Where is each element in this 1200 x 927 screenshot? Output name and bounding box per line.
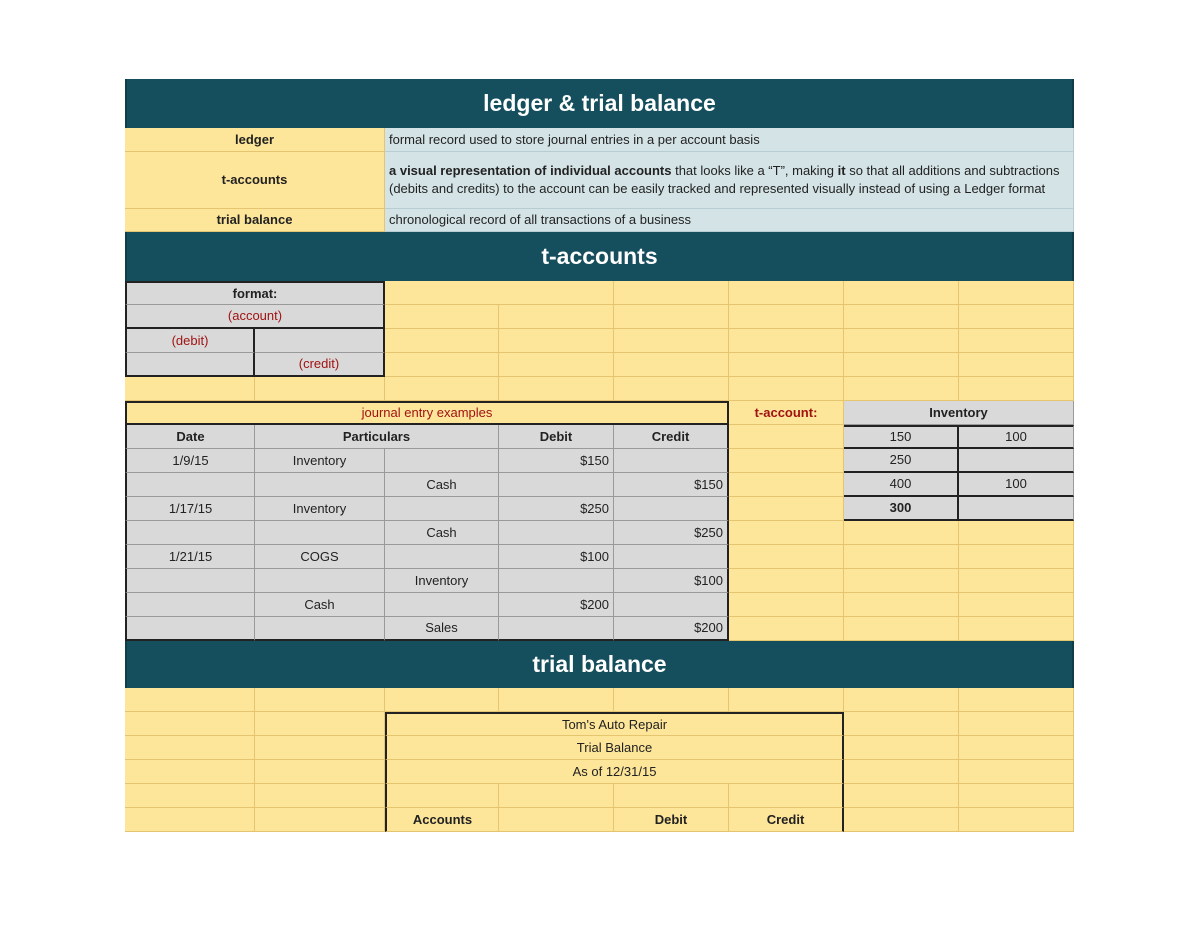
cell[interactable] xyxy=(959,617,1074,641)
cell[interactable] xyxy=(499,329,614,353)
cell[interactable] xyxy=(385,353,499,377)
definition-cell[interactable]: formal record used to store journal entries in a per account basis xyxy=(385,128,1074,152)
cell[interactable] xyxy=(255,736,385,760)
journal-date[interactable] xyxy=(125,569,255,593)
cell[interactable] xyxy=(385,377,499,401)
format-account[interactable]: (account) xyxy=(125,305,385,329)
section-header-ledger xyxy=(125,79,1074,128)
journal-debit[interactable]: $200 xyxy=(499,593,614,617)
cell[interactable] xyxy=(729,353,844,377)
journal-date[interactable]: 1/21/15 xyxy=(125,545,255,569)
cell[interactable] xyxy=(844,281,959,305)
journal-account[interactable]: Inventory xyxy=(255,497,385,521)
term-cell[interactable]: trial balance xyxy=(125,209,385,232)
cell[interactable] xyxy=(959,593,1074,617)
journal-account-indented[interactable] xyxy=(385,497,499,521)
cell[interactable] xyxy=(125,688,255,712)
journal-header-date[interactable]: Date xyxy=(125,425,255,449)
cell[interactable] xyxy=(499,688,614,712)
journal-account-indented[interactable] xyxy=(385,449,499,473)
cell[interactable] xyxy=(844,353,959,377)
t-account-debit[interactable]: 150 xyxy=(844,425,959,449)
cell[interactable] xyxy=(499,377,614,401)
section-title-ledger: ledger & trial balance xyxy=(483,90,716,116)
journal-account[interactable] xyxy=(255,521,385,545)
journal-account-indented[interactable]: Sales xyxy=(385,617,499,641)
t-account-credit[interactable]: 100 xyxy=(959,425,1074,449)
cell[interactable] xyxy=(499,305,614,329)
cell[interactable] xyxy=(499,353,614,377)
cell[interactable] xyxy=(729,497,844,521)
cell[interactable] xyxy=(729,449,844,473)
term-cell[interactable]: ledger xyxy=(125,128,385,152)
definition-text: that looks like a “T”, making xyxy=(671,163,838,178)
cell[interactable] xyxy=(729,305,844,329)
cell[interactable] xyxy=(255,784,385,808)
t-account-debit[interactable]: 400 xyxy=(844,473,959,497)
t-account-debit[interactable]: 250 xyxy=(844,449,959,473)
t-accounts-grid xyxy=(125,281,1074,641)
cell[interactable] xyxy=(614,305,729,329)
cell[interactable] xyxy=(959,712,1074,736)
cell[interactable] xyxy=(729,281,844,305)
cell[interactable] xyxy=(844,617,959,641)
cell[interactable] xyxy=(385,305,499,329)
journal-account-indented[interactable]: Cash xyxy=(385,473,499,497)
cell[interactable] xyxy=(125,808,255,832)
cell[interactable] xyxy=(125,377,255,401)
cell[interactable] xyxy=(729,425,844,449)
cell[interactable] xyxy=(499,808,614,832)
cell[interactable] xyxy=(959,329,1074,353)
cell[interactable] xyxy=(255,377,385,401)
cell[interactable] xyxy=(844,377,959,401)
cell[interactable] xyxy=(844,760,959,784)
journal-date[interactable] xyxy=(125,473,255,497)
journal-header-credit[interactable]: Credit xyxy=(614,425,729,449)
section-header-trial-balance xyxy=(125,641,1074,688)
t-account-label[interactable]: t-account: xyxy=(729,401,844,425)
trial-balance-header-debit[interactable]: Debit xyxy=(614,808,729,832)
cell[interactable] xyxy=(255,760,385,784)
cell[interactable] xyxy=(255,712,385,736)
cell[interactable] xyxy=(385,784,499,808)
journal-credit[interactable]: $200 xyxy=(614,617,729,641)
cell[interactable] xyxy=(729,617,844,641)
cell[interactable] xyxy=(959,784,1074,808)
cell[interactable] xyxy=(255,329,385,353)
trial-balance-company[interactable]: Tom's Auto Repair xyxy=(385,712,844,736)
journal-credit[interactable]: $100 xyxy=(614,569,729,593)
cell[interactable] xyxy=(729,329,844,353)
trial-balance-grid xyxy=(125,688,1074,832)
cell[interactable] xyxy=(385,688,499,712)
journal-header-particulars[interactable]: Particulars xyxy=(255,425,499,449)
cell[interactable] xyxy=(729,473,844,497)
cell[interactable] xyxy=(844,712,959,736)
cell[interactable] xyxy=(959,305,1074,329)
cell[interactable] xyxy=(844,593,959,617)
t-account-credit[interactable] xyxy=(959,497,1074,521)
cell[interactable] xyxy=(614,784,729,808)
cell[interactable] xyxy=(729,784,844,808)
journal-date[interactable]: 1/9/15 xyxy=(125,449,255,473)
cell[interactable] xyxy=(959,281,1074,305)
cell[interactable] xyxy=(729,521,844,545)
cell[interactable] xyxy=(844,305,959,329)
journal-credit[interactable] xyxy=(614,449,729,473)
journal-account[interactable]: Cash xyxy=(255,593,385,617)
journal-credit[interactable] xyxy=(614,593,729,617)
journal-debit[interactable] xyxy=(499,521,614,545)
journal-date[interactable]: 1/17/15 xyxy=(125,497,255,521)
cell[interactable] xyxy=(729,377,844,401)
cell[interactable] xyxy=(729,545,844,569)
cell[interactable] xyxy=(255,688,385,712)
cell[interactable] xyxy=(499,784,614,808)
definition-cell[interactable] xyxy=(385,152,1074,209)
journal-header-debit[interactable]: Debit xyxy=(499,425,614,449)
journal-account-indented[interactable] xyxy=(385,593,499,617)
term-cell[interactable]: t-accounts xyxy=(125,152,385,209)
cell[interactable] xyxy=(125,736,255,760)
cell[interactable] xyxy=(959,569,1074,593)
journal-credit[interactable]: $250 xyxy=(614,521,729,545)
cell[interactable] xyxy=(614,688,729,712)
journal-debit[interactable] xyxy=(499,617,614,641)
cell[interactable] xyxy=(959,736,1074,760)
journal-debit[interactable]: $250 xyxy=(499,497,614,521)
trial-balance-statement[interactable]: Trial Balance xyxy=(385,736,844,760)
cell[interactable] xyxy=(844,329,959,353)
journal-debit[interactable] xyxy=(499,569,614,593)
cell[interactable] xyxy=(959,545,1074,569)
format-debit[interactable]: (debit) xyxy=(125,329,255,353)
definition-bold: it xyxy=(837,163,846,178)
trial-balance-header-accounts[interactable]: Accounts xyxy=(385,808,499,832)
cell[interactable] xyxy=(844,784,959,808)
journal-account[interactable] xyxy=(255,569,385,593)
journal-date[interactable] xyxy=(125,593,255,617)
t-account-credit[interactable]: 100 xyxy=(959,473,1074,497)
cell[interactable] xyxy=(844,736,959,760)
definition-text: so that all additions and subtractions (debits and credits) to the account can be easily tracked and represented visually instead of using a Ledger format xyxy=(389,163,1060,196)
trial-balance-date[interactable]: As of 12/31/15 xyxy=(385,760,844,784)
journal-title[interactable]: journal entry examples xyxy=(125,401,729,425)
journal-debit[interactable] xyxy=(499,473,614,497)
cell[interactable] xyxy=(844,569,959,593)
cell[interactable] xyxy=(844,688,959,712)
journal-credit[interactable]: $150 xyxy=(614,473,729,497)
t-account-credit[interactable] xyxy=(959,449,1074,473)
journal-account-indented[interactable]: Inventory xyxy=(385,569,499,593)
journal-credit[interactable] xyxy=(614,497,729,521)
cell[interactable] xyxy=(614,281,729,305)
cell[interactable] xyxy=(729,593,844,617)
definition-cell[interactable]: chronological record of all transactions of a business xyxy=(385,209,1074,232)
cell[interactable] xyxy=(959,688,1074,712)
journal-date[interactable] xyxy=(125,521,255,545)
cell[interactable] xyxy=(614,377,729,401)
journal-account-indented[interactable]: Cash xyxy=(385,521,499,545)
cell[interactable] xyxy=(125,712,255,736)
journal-debit[interactable]: $100 xyxy=(499,545,614,569)
section-header-t-accounts xyxy=(125,232,1074,281)
spreadsheet xyxy=(125,79,1074,832)
cell[interactable] xyxy=(255,808,385,832)
journal-account[interactable] xyxy=(255,473,385,497)
cell[interactable] xyxy=(614,353,729,377)
cell[interactable] xyxy=(959,353,1074,377)
cell[interactable] xyxy=(959,760,1074,784)
cell[interactable] xyxy=(385,281,614,305)
cell[interactable] xyxy=(959,521,1074,545)
journal-account[interactable]: COGS xyxy=(255,545,385,569)
section-title-t-accounts: t-accounts xyxy=(541,243,658,269)
cell[interactable] xyxy=(844,808,959,832)
cell[interactable] xyxy=(125,760,255,784)
cell[interactable] xyxy=(729,688,844,712)
journal-account-indented[interactable] xyxy=(385,545,499,569)
section-title-trial-balance: trial balance xyxy=(532,651,667,677)
definitions-table xyxy=(125,128,1074,232)
journal-date[interactable] xyxy=(125,617,255,641)
trial-balance-header-credit[interactable]: Credit xyxy=(729,808,844,832)
journal-debit[interactable]: $150 xyxy=(499,449,614,473)
cell[interactable] xyxy=(125,784,255,808)
cell[interactable] xyxy=(729,569,844,593)
definition-bold: a visual representation of individual accounts xyxy=(389,163,672,178)
t-account-name[interactable]: Inventory xyxy=(844,401,1074,425)
journal-credit[interactable] xyxy=(614,545,729,569)
cell[interactable] xyxy=(844,521,959,545)
cell[interactable] xyxy=(959,808,1074,832)
cell[interactable] xyxy=(959,377,1074,401)
format-credit[interactable]: (credit) xyxy=(255,353,385,377)
journal-account[interactable]: Inventory xyxy=(255,449,385,473)
format-label[interactable]: format: xyxy=(125,281,385,305)
cell[interactable] xyxy=(844,545,959,569)
t-account-balance[interactable]: 300 xyxy=(844,497,959,521)
journal-account[interactable] xyxy=(255,617,385,641)
cell[interactable] xyxy=(385,329,499,353)
cell[interactable] xyxy=(125,353,255,377)
cell[interactable] xyxy=(614,329,729,353)
